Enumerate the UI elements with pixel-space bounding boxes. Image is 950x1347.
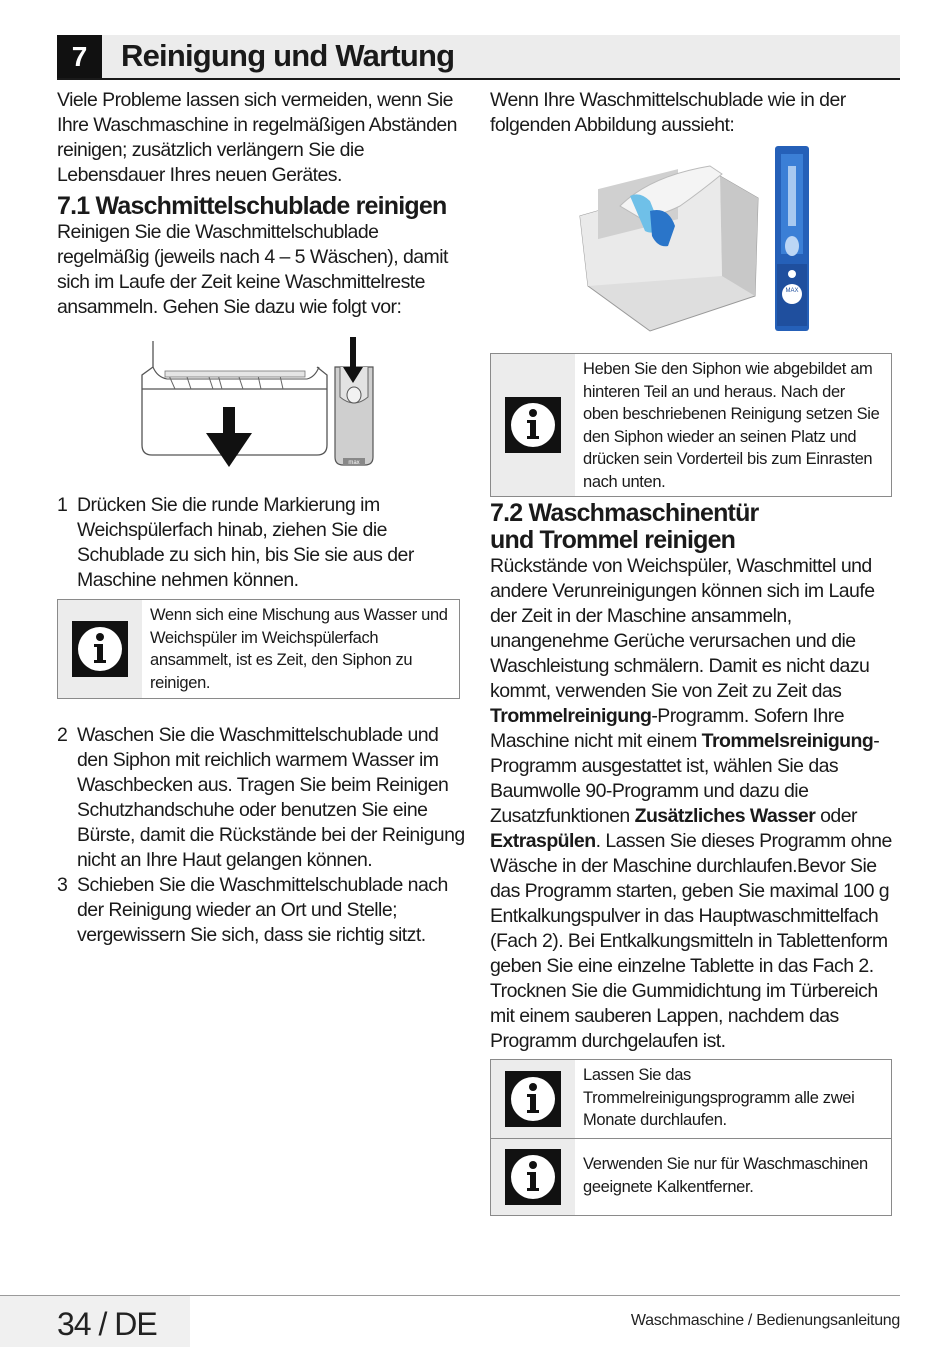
step-text: Waschen Sie die Waschmittelschublade und den Siphon mit reichlich warmem Wasser im Waschbecken aus. Tragen Sie beim Reinigen Schutzhandschuhe oder benutzen Sie eine Bürste, damit die Rückstände bei der Reinigung nicht an Ihre Haut gelangen können. xyxy=(77,724,465,871)
info-box-lift-siphon xyxy=(490,353,892,497)
drawer-illustration xyxy=(57,337,467,485)
siphon-max-label: max xyxy=(348,460,360,466)
steps-list-b xyxy=(57,723,467,948)
info-icon-cell xyxy=(491,354,575,496)
info-icon xyxy=(505,1071,561,1127)
drawer-removal-figure xyxy=(57,337,467,485)
heading-line-1: 7.2 Waschmaschinentür xyxy=(490,499,759,527)
section-7-2-text xyxy=(490,554,902,1054)
bold-program-name: Trommelreinigung xyxy=(490,705,652,727)
page-number: 34 / DE xyxy=(57,1306,157,1342)
info-text: Lassen Sie das Trommelreinigungsprogramm alle zwei Monate durchlaufen. xyxy=(583,1066,855,1129)
info-icon xyxy=(505,1149,561,1205)
info-text: Wenn sich eine Mischung aus Wasser und Weichspüler im Weichspülerfach ansammelt, ist es Zeit, den Siphon zu reinigen. xyxy=(150,606,448,692)
text-run: -Programm. Sofern Ihre Maschine nicht mit einem xyxy=(490,705,845,752)
steps-list-a xyxy=(57,493,467,593)
step-item xyxy=(57,723,467,873)
right-intro: Wenn Ihre Waschmittelschublade wie in der folgenden Abbildung aussieht: xyxy=(490,89,846,136)
section-heading-7-1: 7.1 Waschmittelschublade reinigen xyxy=(57,192,447,220)
step-text: Schieben Sie die Waschmittelschublade nach der Reinigung wieder an Ort und Stelle; vergewissern Sie sich, dass sie richtig sitzt. xyxy=(77,874,448,946)
text-run: Rückstände von Weichspüler, Waschmittel und andere Verunreinigungen können sich im Laufe der Zeit in der Maschine ansammeln, unangenehme Gerüche verursachen und die Waschleistung schmälern. Damit es nicht dazu kommt, verwenden Sie von Zeit zu Zeit das xyxy=(490,555,875,702)
text-run: -Programm ausgestattet ist, wählen Sie das Baumwolle 90-Programm und dazu die Zusatzfunktionen xyxy=(490,730,880,827)
section-7-1-text: Reinigen Sie die Waschmittelschublade regelmäßig (jeweils nach 4 – 5 Wäschen), damit sich im Laufe der Zeit keine Waschmittelreste ansammeln. Gehen Sie dazu wie folgt vor: xyxy=(57,221,448,318)
siphon-cleaning-figure xyxy=(490,146,902,346)
text-run: oder xyxy=(815,805,857,827)
step-text: Drücken Sie die runde Markierung im Weichspülerfach hinab, ziehen Sie die Schublade zu sich hin, bis Sie sie aus der Maschine nehmen können. xyxy=(77,494,414,591)
info-text: Verwenden Sie nur für Waschmaschinen geeignete Kalkentferner. xyxy=(583,1155,868,1196)
intro-paragraph: Viele Probleme lassen sich vermeiden, wenn Sie Ihre Waschmaschine in regelmäßigen Abständen reinigen; zusätzlich verlängern Sie die Lebensdauer Ihres neuen Gerätes. xyxy=(57,89,457,186)
info-box-descaler xyxy=(490,1139,892,1216)
bold-program-name: Trommelsreinigung xyxy=(701,730,874,752)
chapter-title: Reinigung und Wartung xyxy=(121,38,455,73)
step-item xyxy=(57,873,467,948)
info-box-siphon xyxy=(57,599,460,699)
step-number: 3 xyxy=(57,874,68,896)
bold-option-name: Extraspülen xyxy=(490,830,596,852)
info-icon-cell xyxy=(58,600,142,698)
right-column xyxy=(490,88,902,1216)
step-number: 1 xyxy=(57,494,68,516)
info-icon-cell xyxy=(491,1060,575,1138)
info-text: Heben Sie den Siphon wie abgebildet am hinteren Teil an und heraus. Nach der oben beschriebenen Reinigung setzen Sie den Siphon wieder an seinen Platz und drücken sein Vorderteil bis zum Einrasten nach unten. xyxy=(583,360,880,491)
siphon-photo xyxy=(490,146,902,346)
text-run: . Lassen Sie dieses Programm ohne Wäsche in der Maschine durchlaufen.Bevor Sie das Programm starten, geben Sie maximal 100 g Entkalkungspulver in das Hauptwaschmittelfach (Fach 2). Bei Entkalkungsmitteln in Tablettenform geben Sie eine einzelne Tablette in das Fach 2. Trocknen Sie die Gummidichtung im Türbereich mit einem sauberen Lappen, nachdem das Programm durchgelaufen ist. xyxy=(490,830,892,1052)
info-icon-cell xyxy=(491,1139,575,1215)
siphon-max-text: MAX xyxy=(785,288,799,294)
left-column xyxy=(57,88,467,948)
info-box-drum-cleaning xyxy=(490,1059,892,1139)
info-box-group xyxy=(490,1059,892,1216)
footer-title: Waschmaschine / Bedienungsanleitung xyxy=(630,1312,900,1329)
step-number: 2 xyxy=(57,724,68,746)
section-heading-7-2 xyxy=(490,500,902,554)
bold-option-name: Zusätzliches Wasser xyxy=(634,805,816,827)
chapter-number: 7 xyxy=(57,35,102,78)
step-item xyxy=(57,493,467,593)
info-icon xyxy=(505,397,561,453)
page-number-block xyxy=(0,1296,190,1347)
info-icon xyxy=(72,621,128,677)
chapter-header xyxy=(57,35,900,80)
heading-line-2: und Trommel reinigen xyxy=(490,526,736,554)
